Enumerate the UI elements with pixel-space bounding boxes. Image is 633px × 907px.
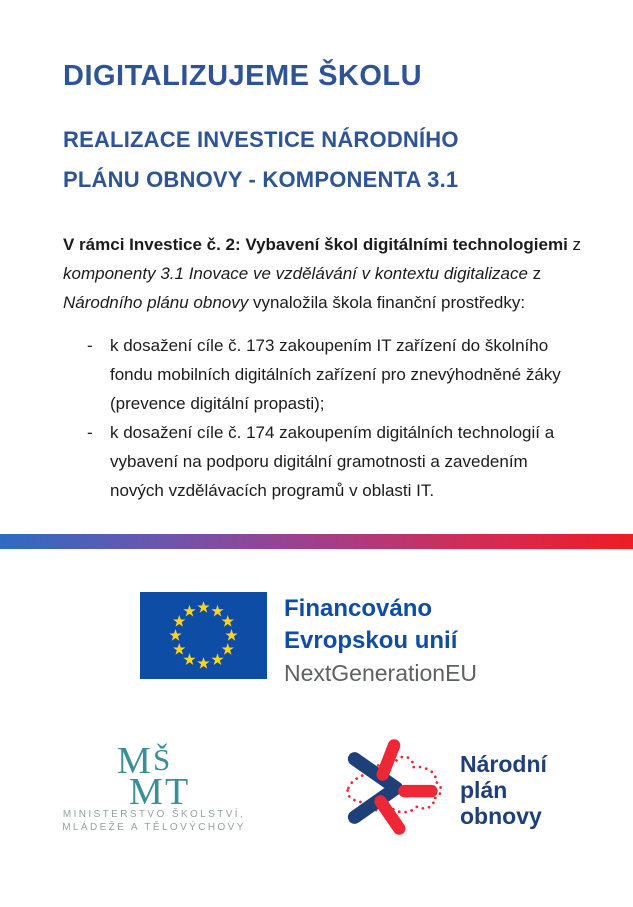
- npo-line-3: obnovy: [460, 803, 542, 829]
- intro-italic-segment-2: Národního plánu obnovy: [63, 293, 249, 312]
- page-title: DIGITALIZUJEME ŠKOLU: [63, 60, 423, 92]
- dash-bullet-marker: -: [87, 336, 93, 355]
- eu-funding-block: [140, 592, 477, 690]
- eu-funding-line-1: Financováno: [284, 595, 433, 622]
- bullet-list: [63, 331, 565, 505]
- intro-tail-segment: vynaložila škola finanční prostředky:: [248, 293, 526, 312]
- eu-funding-line-2: Evropskou unií: [284, 627, 458, 654]
- intro-bold-segment: V rámci Investice č. 2: Vybavení škol digitálními technologiemi: [63, 235, 568, 254]
- msmt-letter-m1: M: [117, 742, 151, 782]
- intro-paragraph: [63, 230, 593, 317]
- page-subtitle: REALIZACE INVESTICE NÁRODNÍHO PLÁNU OBNOVY - KOMPONENTA 3.1: [63, 127, 459, 192]
- intro-plain-segment-2: z: [527, 264, 542, 283]
- eu-flag-icon: [140, 592, 267, 679]
- msmt-letter-m2: M: [129, 771, 163, 808]
- eu-funding-text: [284, 592, 477, 690]
- nextgeneration-eu-label: NextGenerationEU: [284, 660, 478, 686]
- msmt-caption-line-2: MLÁDEŽE A TĚLOVÝCHOVY: [62, 822, 246, 833]
- msmt-caption-line-1: MINISTERSTVO ŠKOLSTVÍ,: [62, 809, 246, 820]
- intro-italic-segment-1: komponenty 3.1 Inovace ve vzdělávání v kontextu digitalizace: [63, 264, 528, 283]
- npo-wordmark: [460, 738, 547, 829]
- npo-symbol-icon: [338, 738, 446, 837]
- list-item-text: k dosažení cíle č. 174 zakoupením digitálních technologií a vybavení na podporu digitální gramotnosti a zavedením nových vzdělávacích programů v oblasti IT.: [110, 423, 555, 500]
- intro-plain-segment-1: z: [567, 235, 582, 254]
- npo-line-2: plán: [460, 777, 508, 803]
- gradient-divider-bar: [0, 534, 633, 549]
- list-item: [87, 331, 565, 418]
- msmt-logo: [56, 742, 252, 834]
- list-item: [87, 418, 565, 505]
- npo-line-1: Národní: [460, 751, 547, 777]
- msmt-letter-s: Š: [153, 742, 171, 777]
- npo-logo: [338, 738, 547, 837]
- msmt-letter-t: T: [165, 771, 189, 808]
- dash-bullet-marker: -: [87, 423, 93, 442]
- list-item-text: k dosažení cíle č. 173 zakoupením IT zařízení do školního fondu mobilních digitálních zařízení pro znevýhodněné žáky (prevence digitální propasti);: [110, 336, 561, 413]
- msmt-monogram-icon: [99, 742, 209, 808]
